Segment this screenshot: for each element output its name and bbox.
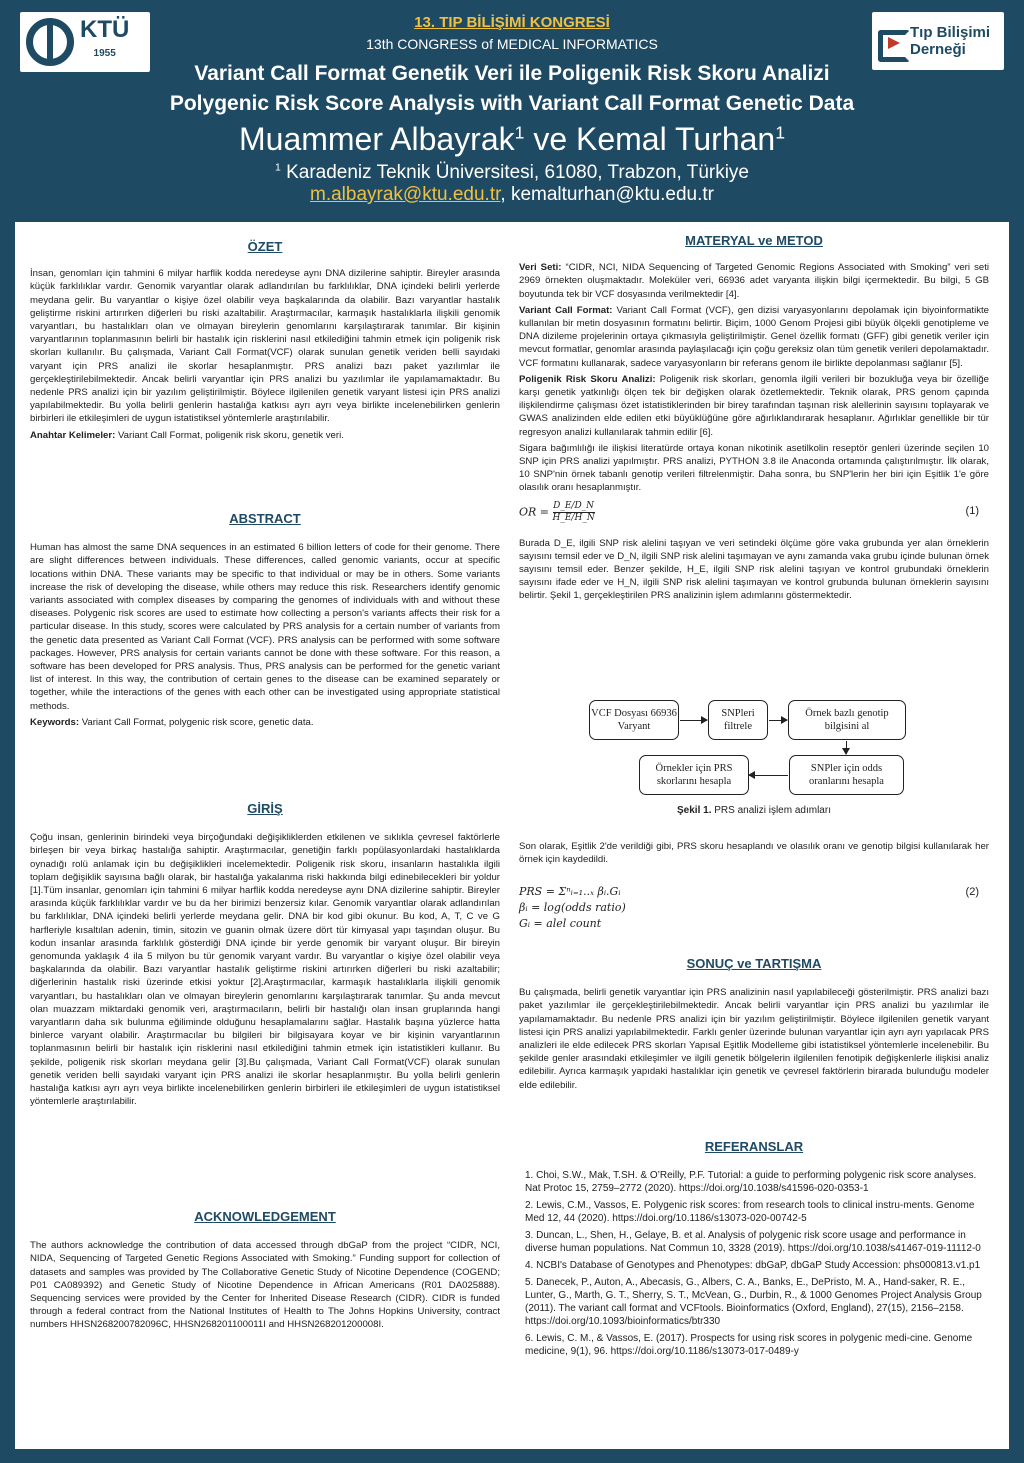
references-heading: REFERANSLAR [704,1139,804,1154]
flow-box-genotype: Örnek bazlı genotip bilgisini al [788,700,906,740]
tip-bilisimi-logo: Tıp Bilişimi Derneği [872,12,1004,70]
giris-body: Çoğu insan, genlerinin birindeki veya birçoğundaki değişikliklerden etkilenen ve sıklıkla çevresel faktörlerle birleşen bir veya birkaç hastalığa sahiptir. Araştırmacılar, genetiğin farklı popülasyonlardaki hastalıklarda oynadığı rolü anlamak için bu değişiklikleri incelemektedir. Poligenik risk skoru, insanların hastalıkla ilgili toplam değişiklik sayısına bağlı olarak, bir hastalığa yakalanma riski hakkında bilgi edinebilecekleri bir yoldur [1].Tüm insanlar, genomları için tahmini 6 milyar harflik kodda neredeyse aynı DNA dizilerine sahiptir. Bireyler arasında küçük farklılıklar vardır ve bu da her birimizi benzersiz kılar. Genomik varyantlar olarak adlandırılan bu farklılıklar, DNA içindeki belirli yerlerde meydana gelir. DNA bir kod gibi okunur. Bu kod, A, T, C ve G harfleriyle kısaltılan adenin, timin, sitozin ve guanin olmak üzere dört tür kimyasal yapı taşından oluşur. Bu kodun insanlar arasında farklılık gösterdiği DNA içinde bir yerde genomik bir varyant oluşur. Bir bireyin genomunda yaklaşık 4 ila 5 milyon bu tür genomik varyant vardır. Bu varyantlar o kişiye özel olabilir veya başkalarında da olabilir. Bazı varyantlar hastalık geliştirme riskini artırırken diğerleri bu riski azaltabilir; diğerlerinin hastalık riski üzerinde etkisi yoktur [2].Araştırmacılar, karmaşık hastalıklarla ilişkili genomik varyantları, bu hastalıkları olan ve olmayan bireylerin genomlarını karşılaştırarak tanımlar. Şu anda mevcut olan muazzam miktardaki genomik veri, araştırmacıların, belirli bir hastalığı olan insan gruplarında hangi varyantların daha sık bulunma eğiliminde olduğunu hesaplamalarını sağlar. Hastalık başına yüzlerce hatta binlerce varyant olabilir. Araştırmacılar bu bilgileri bir bilgisayara koyar ve bir kişinin varyantlarının toplanmasının belirli bir hastalık için risklerini nasıl etkilediğini tahmin etmek için istatistikleri kullanır. Bu şekilde, poligenik risk skorları meydana gelir [3].Bu çalışmada, Variant Call Format(VCF) olarak sunulan genetik veriden belli sayıdaki varyant için PRS analizi ile skorlar hesaplanmıştır. Bu yolla belirli genlerin hastalığa katkısı ayrı ayrı veya birlikte incelenebilirken genlerin birbirleri ile etkileşimleri de uygun istatistiksel yöntemlerle araştırılabilir. [30,832,500,1108]
flow-arrow-4 [749,775,788,776]
flow-box-vcf: VCF Dosyası 66936 Varyant [589,700,679,740]
methods-prs-score: Son olarak, Eşitlik 2'de verildiği gibi, PRS skoru hesaplandı ve olasılık oranı ve genotip bilgisi kullanılarak her örnek için kaydedildi. [519,841,989,866]
ozet-section [30,240,500,445]
conclusion-body: Bu çalışmada, belirli genetik varyantlar için PRS analizinin nasıl yapılabileceği gösterilmiştir. PRS analizi bazı paket yazılımlar ile gerçekleştirilebilmektedir. Ancak belirli varyantlar için PRS analizi bu yazılımlar ile yapılamamaktadır. Bu nedenle PRS analizi için bir yazılım geliştirilmiştir. Böylece ilgilenilen genetik varyant listesi için PRS analizi yapılabilmektedir. Farklı genler üzerinde bulunan varyantlar için ayrı ayrı yapılacak PRS analizleri ile elde edilecek PRS skorları Yapısal Eşitlik Modelleme gibi istatistiksel yöntemlerle incelenebilir. Bu şekilde genler arasındaki etkileşimler ve ilgili genetik bölgelerin ilgilenilen fenotipik değişkenlerle ilişkisi analiz edilebilir. Ayrıca karmaşık yapıdaki hastalıklar için genetik ve çevresel faktörlerin birarada bulunduğu modeler elde edilebilir. [519,987,989,1091]
author-2: Kemal Turhan [576,121,776,157]
congress-title: 13. TIP BİLİŞİMİ KONGRESİ [414,14,610,31]
reference-item: 5. Danecek, P., Auton, A., Abecasis, G., Albers, C. A., Banks, E., DePristo, M. A., Hand-saker, R. E., Lunter, G., Marth, G. T., Sherry, S. T., McVean, G., Durbin, R., & 1000 Genomes Project Analysis Group (2011). The variant call format and VCFtools. Bioinformatics (Oxford, England), 27(15), 2156–2158. https://doi.org/10.1093/bioinformatics/btr330 [525,1277,982,1328]
poster-body [15,222,1009,1449]
author-1: Muammer Albayrak [238,121,515,157]
ack-heading: ACKNOWLEDGEMENT [194,1209,336,1224]
ozet-heading: ÖZET [247,239,283,254]
ozet-body: İnsan, genomları için tahmini 6 milyar harflik kodda neredeyse aynı DNA dizilerine sahiptir. Bireyler arasında küçük farklılıklar vardır. Genomik varyantlar olarak adlandırılan bu farklılıklar, DNA içindeki belirli yerlerde meydana gelir. Bu varyantlar o kişiye özel olabilir veya başkalarında da olabilir. Bazı varyantlar hastalık geliştirme riskini artırırken diğerleri bu riski azaltabilir. Araştırmacılar, karmaşık hastalıklarla ilişkili genomik varyantları, bu hastalıkları olan ve olmayan bireylerin genomlarını karşılaştırarak tanımlar. Bir kişinin varyantlarının toplanmasının belirli bir hastalık için risklerini nasıl etkilediğini tahmin etmek için poligenik risk skorları kullanılır. Bu çalışmada, Variant Call Format(VCF) olarak sunulan genetik veriden belli sayıdaki varyant için PRS analizi ile skorlar hesaplanmıştır. PRS analizi bazı paket yazılımlar ile gerçekleştirilebilmektedir. Ancak belirli varyantlar için PRS analizi bu yazılımlar ile yapılamamaktadır. Bu nedenle PRS analizi için bir yazılım geliştirilmiştir. Böylece ilgilenilen genetik varyant listesi için PRS analizi yapılabilmektedir. Bu yolla belirli genlerin hastalığa katkısı ayrı ayrı veya birlikte incelenebilirken genlerin birbirleri ile etkileşimleri de uygun istatistiksel yöntemlerle araştırılabilir. [30,268,500,425]
ktu-logo-year: 1955 [93,48,116,59]
affiliation: $^1$ Karadeniz Teknik Üniversitesi, 61080, Trabzon, Türkiye [274,162,749,183]
equation-2 [519,884,989,934]
ktu-logo-text: KTÜ [80,16,130,43]
flow-arrow-2 [769,720,787,721]
email-2: kemalturhan@ktu.edu.tr [510,184,714,205]
reference-item: 1. Choi, S.W., Mak, T.SH. & O’Reilly, P.F. Tutorial: a guide to performing polygenic risk score analyses. Nat Protoc 15, 2759–2772 (2020). https://doi.org/10.1038/s41596-020-0353-1 [525,1170,977,1195]
tip-bilisimi-emblem-icon [878,27,906,55]
methods-definitions: Burada D_E, ilgili SNP risk alelini taşıyan ve veri setindeki ölçüme göre vaka grubunda yer alan örneklerin sayısını temsil eder ve D_N, ilgili SNP risk alelini taşımayan ve aynı zamanda vaka grubu içinde bulunan örnek sayısını temsil eder. Benzer şekilde, H_E, ilgili SNP risk alelini taşıyan ve kontrol grubundaki örneklerin sayısını ifade eder ve H_N, ilgili SNP risk alelini taşımayan ve kontrol grubunda bulunan örneklerin sayısını belirtir. Şekil 1, gerçekleştirilen PRS analizinin işlem adımlarını göstermektedir. [519,537,989,602]
reference-item: 3. Duncan, L., Shen, H., Gelaye, B. et al. Analysis of polygenic risk score usage and performance in diverse human populations. Nat Commun 10, 3328 (2019). https://doi.org/10.1038/s41467-019-11112-0 [525,1230,981,1255]
flow-box-odds: SNPler için odds oranlarını hesapla [789,755,904,795]
flow-box-filter: SNPleri filtrele [708,700,768,740]
abstract-keywords: Keywords: Variant Call Format, polygenic risk score, genetic data. [30,716,314,728]
references-section [519,1140,989,1362]
methods-section [519,234,989,606]
poster-header [0,0,1024,222]
reference-item: 4. NCBI's Database of Genotypes and Phenotypes: dbGaP, dbGaP Study Accession: phs000813.v1.p1 [525,1260,981,1272]
flow-arrow-1 [680,720,707,721]
figure-1-caption: Şekil 1. PRS analizi işlem adımları [677,805,831,816]
conclusion-section [519,957,989,1095]
abstract-body: Human has almost the same DNA sequences in an estimated 6 billion letters of code for their genome. There are slight differences between individuals. These differences, called genomic variants, occur at specific locations within DNA. These variants may be specific to that individual or may be in others. Some variants increase the risk of developing the disease, while others may reduce this risk. Researchers identify genomic variants associated with complex diseases by comparing the genomes of individuals with and without these diseases. Polygenic risk scores are used to estimate how collecting a person's variants affects their risk for a particular disease. In this study, scores were calculated by PRS analysis for a certain number of variants from the genetic data presented as Variant Call Format (VCF). PRS analysis can be performed with some software packages. However, PRS analysis for certain variants cannot be done with these software. For this reason, a software has been developed for PRS analysis. Thus, PRS analysis can be performed for the genetic variant list of interest. In this way, the contribution of certain genes to the disease can be examined separately or together, while the interactions of the genes with each other can be investigated using appropriate statistical methods. [30,542,500,712]
methods-snp: Sigara bağımlılığı ile ilişkisi literatürde ortaya konan nikotinik asetilkolin reseptör genleri üzerinde seçilen 10 SNP için PRS analizi yapılmıştır. PRS analizi, PYTHON 3.8 ile Anaconda ortamında çalıştırılmıştır. İlk olarak, 10 SNP'nin örnek tabanlı genotip verileri filtrelenmiştir. Daha sonra, bu SNP'lerin her biri için Eşitlik 1'e göre olasılık oranı hesaplanmıştır. [519,442,989,494]
congress-title-en: 13th CONGRESS of MEDICAL INFORMATICS [366,36,658,52]
methods-heading: MATERYAL ve METOD [685,233,823,248]
poster-title-en: Polygenic Risk Score Analysis with Variant Call Format Genetic Data [169,92,855,115]
conclusion-heading: SONUÇ ve TARTIŞMA [686,956,822,971]
eq2-line-1: PRS = Σⁿᵢ₌₁..ₓ βᵢ.Gᵢ [519,885,621,899]
reference-item: 6. Lewis, C. M., & Vassos, E. (2017). Prospects for using risk scores in polygenic medi-cine. Genome medicine, 9(1), 96. https://doi.org/10.1186/s13073-017-0489-y [525,1333,973,1358]
abstract-section [30,512,500,732]
methods-prs: Poligenik Risk Skoru Analizi: Poligenik risk skorları, genomla ilgili verileri bir bozukluğa veya bir özelliğe karşı genetik yatkınlığı ölçen tek bir değişken olarak özetlemektedir. Teknik olarak, PRS genom çapında ilişkilendirme çalışması özet istatistiklerinden bir birey tarafından taşınan risk alellerinin sayısını toplayarak ve GWAS analizinden elde edilen etki büyüklüğüne göre ağırlıklandırarak hesaplanır. Ağırlıklar genellikle bir tür regresyon analizi kullanılarak tahmin edilir [6]. [519,373,989,438]
authors: Muammer Albayrak$^1$ ve Kemal Turhan$^1$ [238,121,786,157]
poster-title-tr: Variant Call Format Genetik Veri ile Poligenik Risk Skoru Analizi [194,62,830,85]
giris-heading: GİRİŞ [247,801,283,816]
flow-arrow-3 [846,741,847,754]
eq2-number: (2) [965,886,979,899]
reference-list [519,1169,989,1358]
figure-1 [519,690,989,820]
eq1-number: (1) [965,504,979,517]
methods-vcf: Variant Call Format: Variant Call Format (VCF), gen dizisi varyasyonlarını depolamak için biyoinformatikte kullanılan bir metin dosyasının formatını belirtir. Biçim, 1000 Genom Projesi gibi büyük ölçekli genotipleme ve DNA dizileme projelerinin ortaya çıkmasıyla geliştirilmiştir. Genel özellik formatı (GFF) gibi genetik veriler için mevcut formatlar, genomlar arasında paylaşılacağı için çoğu gereksiz olan tüm genetik verileri depolamaktadır. VCF formatını kullanarak, sadece varyasyonların bir referans genom ile birlikte depolanması sağlanır [5]. [519,304,989,369]
eq2-line-2: βᵢ = log(odds ratio) [519,901,626,915]
flow-box-prs: Örnekler için PRS skorlarını hesapla [639,755,749,795]
emails: m.albayrak@ktu.edu.tr, kemalturhan@ktu.edu.tr [310,184,714,205]
eq2-line-3: Gᵢ = alel count [519,917,602,931]
methods-veri-seti: Veri Seti: “CIDR, NCI, NIDA Sequencing of Targeted Genomic Regions Associated with Smoking” veri seti 2969 örnekten oluşmaktadır. Moleküler veri, 66936 adet varyanta ilişkin bilgi içermektedir. Bu bilgi, 5 GB boyutunda tek bir VCF dosyasında verilmektedir [4]. [519,262,989,300]
email-link-1[interactable]: m.albayrak@ktu.edu.tr [310,184,501,205]
giris-section [30,802,500,1111]
ack-body: The authors acknowledge the contribution of data accessed through dbGaP from the project “CIDR, NCI, NIDA, Sequencing of Targeted Genetic Regions Associated with Smoking.” Funding support for collection of datasets and samples was provided by The Collaborative Genetic Study of Nicotine Dependence (COGEND; P01 CA089392) and Genetic Study of Nicotine Dependence in African Americans (R01 DA025888). Sequencing services were provided by the Center for Inherited Disease Research (CIDR). CIDR is funded through a federal contract from the National Institutes of Health to The Johns Hopkins University, contract numbers HHSN268200782096C, HHSN268201100011I and HHSN268201200008I. [30,1240,500,1331]
ack-section [30,1210,500,1335]
abstract-heading: ABSTRACT [229,511,301,526]
methods-final [519,840,989,934]
eq1-denominator: H_E/H_N [552,512,595,523]
ozet-keywords: Anahtar Kelimeler: Variant Call Format, poligenik risk skoru, genetik veri. [30,429,344,441]
equation-1: OR = $\frac{D\_E/D\_N}{H\_E/H\_N}$ (1) [519,500,979,523]
reference-item: 2. Lewis, C.M., Vassos, E. Polygenic risk scores: from research tools to clinical instru-ments. Genome Med 12, 44 (2020). https://doi.org/10.1186/s13073-020-00742-5 [525,1200,975,1225]
eq1-numerator: D_E/D_N [553,500,595,511]
